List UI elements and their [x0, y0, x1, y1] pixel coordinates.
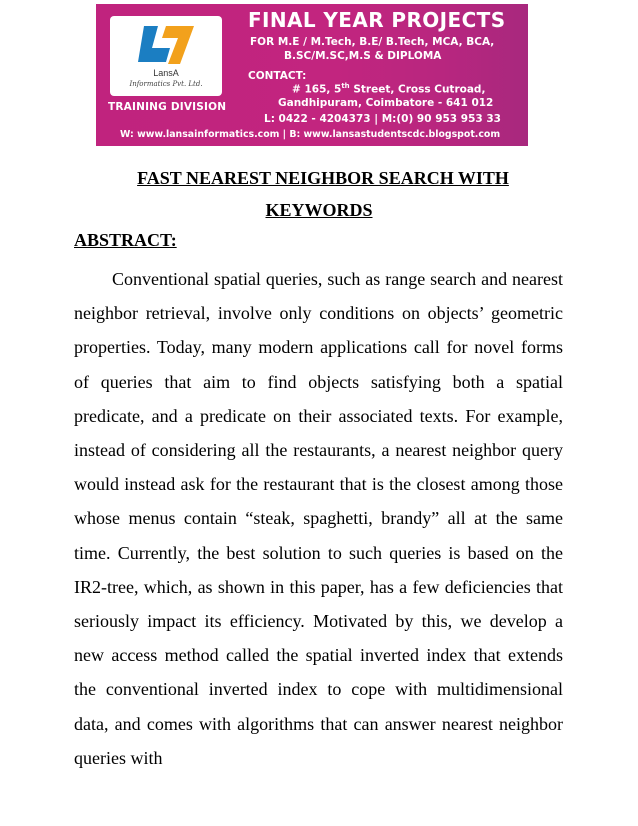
document-title-line-2: KEYWORDS: [265, 200, 373, 220]
web-links: W: www.lansainformatics.com | B: www.lansastudentscdc.blogspot.com: [120, 129, 501, 140]
banner-title: FINAL YEAR PROJECTS: [248, 8, 506, 32]
logo-tagline: Informatics Pvt. Ltd.: [129, 80, 203, 88]
address-line-2: Gandhipuram, Coimbatore - 641 012: [278, 97, 494, 109]
phone-numbers: L: 0422 - 4204373 | M:(0) 90 953 953 33: [264, 113, 501, 125]
contact-label: CONTACT:: [248, 70, 307, 82]
address-line-1: # 165, 5th Street, Cross Cutroad,: [292, 82, 486, 96]
company-logo: [110, 16, 222, 96]
banner-subtitle-1: FOR M.E / M.Tech, B.E/ B.Tech, MCA, BCA,: [250, 36, 495, 48]
abstract-paragraph: Conventional spatial queries, such as range search and nearest neighbor retrieval, involve only conditions on objects’ geometric properties. Today, many modern applications call for novel forms of queries that aim to find objects satisfying both a spatial predicate, and a predicate on their associated texts. For example, instead of considering all the restaurants, a nearest neighbor query would instead ask for the restaurant that is the closest among those whose menus contain “steak, spaghetti, brandy” all at the same time. Currently, the best solution to such queries is based on the IR2-tree, which, as shown in this paper, has a few deficiencies that seriously impact its efficiency. Motivated by this, we develop a new access method called the spatial inverted index that extends the conventional inverted index to cope with multidimensional data, and comes with algorithms that can answer nearest neighbor queries with: [74, 269, 563, 768]
header-banner: [96, 4, 528, 146]
banner-subtitle-2: B.SC/M.SC,M.S & DIPLOMA: [284, 50, 442, 62]
lansa-logo-icon: [136, 22, 196, 68]
logo-name: LansA: [153, 68, 179, 78]
training-division-label: TRAINING DIVISION: [108, 101, 227, 113]
abstract-heading: ABSTRACT:: [74, 230, 177, 250]
document-title-line-1: FAST NEAREST NEIGHBOR SEARCH WITH: [137, 168, 509, 188]
